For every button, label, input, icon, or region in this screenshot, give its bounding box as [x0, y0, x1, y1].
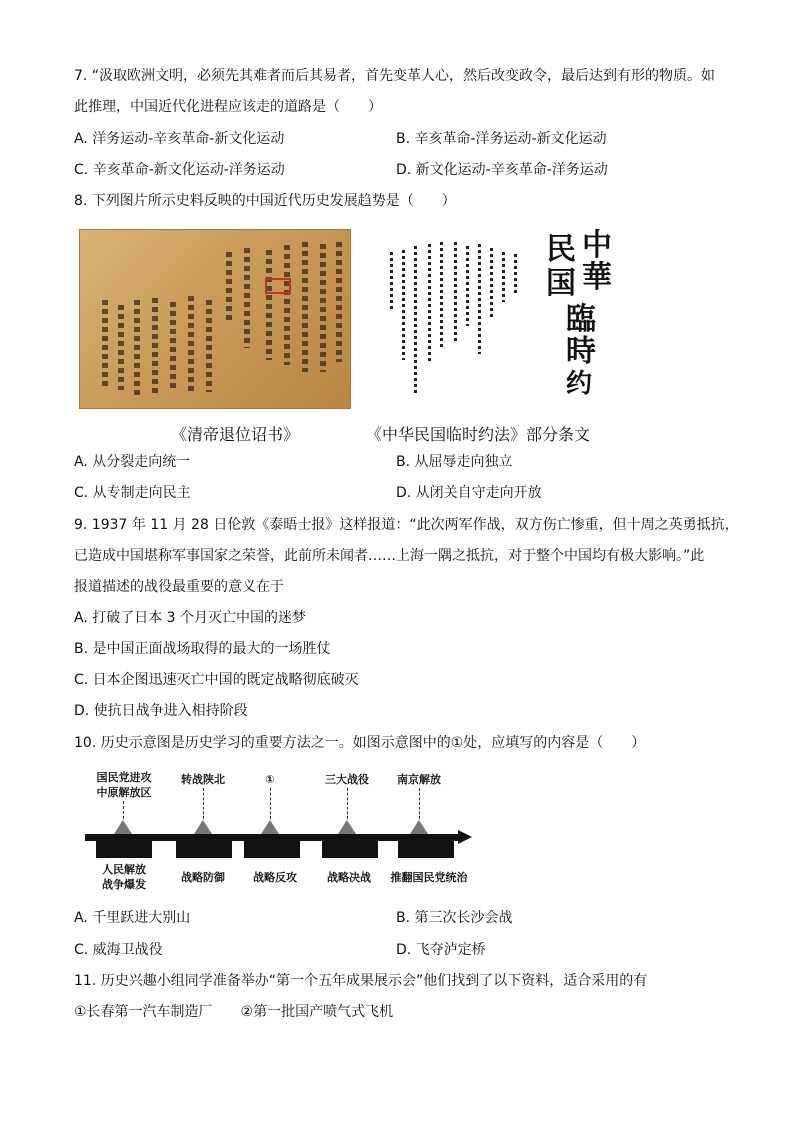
- q10-option-d[interactable]: D. 飞夺泸定桥: [396, 942, 486, 958]
- q11-stem: 11. 历史兴趣小组同学准备举办“第一个五年成果展示会”他们找到了以下资料，适合采用的有: [74, 973, 648, 989]
- q7-option-a[interactable]: A. 洋务运动-辛亥革命-新文化运动: [74, 131, 285, 147]
- q9-stem-line1: 9. 1937 年 11 月 28 日伦敦《泰晤士报》这样报道：“此次两军作战，双方伤亡惨重，但十周之英勇抵抗，: [74, 517, 739, 533]
- timeline-bottom-label: 战略决战: [327, 871, 371, 884]
- timeline-bottom-label: 人民解放 战争爆发: [102, 863, 146, 891]
- timeline-blank-marker: ①: [265, 773, 275, 786]
- q10-option-c[interactable]: C. 威海卫战役: [74, 942, 163, 958]
- q9-option-d[interactable]: D. 使抗日战争进入相持阶段: [74, 703, 248, 719]
- q9-option-b[interactable]: B. 是中国正面战场取得的最大的一场胜仗: [74, 641, 331, 657]
- qing-abdication-edict-image: [79, 229, 351, 409]
- timeline-bottom-label: 推翻国民党统治: [390, 871, 468, 884]
- q7-stem-line2: 此推理，中国近代化进程应该走的道路是（ ）: [74, 99, 382, 115]
- constitution-title-char: 臨: [566, 302, 596, 337]
- timeline-bottom-label: 战略反攻: [253, 871, 297, 884]
- q9-stem-line2: 已造成中国堪称军事国家之荣誉，此前所未闻者……上海一隅之抵抗，对于整个中国均有极大影响。”此: [74, 548, 705, 564]
- constitution-title-char: 華: [582, 260, 612, 295]
- q9-option-c[interactable]: C. 日本企图迅速灭亡中国的既定战略彻底破灭: [74, 672, 359, 688]
- q7-option-b[interactable]: B. 辛亥革命-洋务运动-新文化运动: [396, 131, 607, 147]
- liberation-war-timeline: [80, 770, 480, 900]
- q11-items: ①长春第一汽车制造厂 ②第一批国产喷气式飞机: [74, 1004, 394, 1020]
- q7-option-c[interactable]: C. 辛亥革命-新文化运动-洋务运动: [74, 162, 285, 178]
- constitution-title-char: 约: [566, 369, 593, 399]
- timeline-bottom-label: 战略防御: [181, 871, 225, 884]
- q9-stem-line3: 报道描述的战役最重要的意义在于: [74, 579, 284, 595]
- q7-option-d[interactable]: D. 新文化运动-辛亥革命-洋务运动: [396, 162, 608, 178]
- constitution-title-char: 民: [546, 232, 576, 267]
- q8-stem: 8. 下列图片所示史料反映的中国近代历史发展趋势是（ ）: [74, 193, 456, 209]
- timeline-top-label: 南京解放: [397, 773, 441, 786]
- q8-option-c[interactable]: C. 从专制走向民主: [74, 485, 191, 501]
- constitution-title-char: 中: [582, 228, 612, 263]
- timeline-top-label: 转战陕北: [181, 773, 225, 786]
- constitution-title-char: 国: [546, 266, 576, 301]
- constitution-title-char: 時: [566, 334, 596, 369]
- timeline-top-label: 三大战役: [325, 773, 369, 786]
- timeline-top-label: 国民党进攻 中原解放区: [96, 771, 152, 799]
- q10-option-b[interactable]: B. 第三次长沙会战: [396, 910, 513, 926]
- caption-provisional-constitution: 《中华民国临时约法》部分条文: [366, 425, 591, 444]
- provisional-constitution-image: [378, 228, 616, 410]
- q8-option-d[interactable]: D. 从闭关自守走向开放: [396, 485, 542, 501]
- caption-qing-abdication: 《清帝退位诏书》: [171, 425, 300, 444]
- q10-stem: 10. 历史示意图是历史学习的重要方法之一。如图示意图中的①处，应填写的内容是（ ）: [74, 735, 646, 751]
- q10-option-a[interactable]: A. 千里跃进大别山: [74, 910, 191, 926]
- q8-option-b[interactable]: B. 从屈辱走向独立: [396, 454, 513, 470]
- q8-option-a[interactable]: A. 从分裂走向统一: [74, 454, 191, 470]
- q7-stem-line1: 7. “汲取欧洲文明，必须先其难者而后其易者，首先变革人心，然后改变政令，最后达到有形的物质。如: [74, 68, 716, 84]
- q9-option-a[interactable]: A. 打破了日本 3 个月灭亡中国的迷梦: [74, 610, 307, 626]
